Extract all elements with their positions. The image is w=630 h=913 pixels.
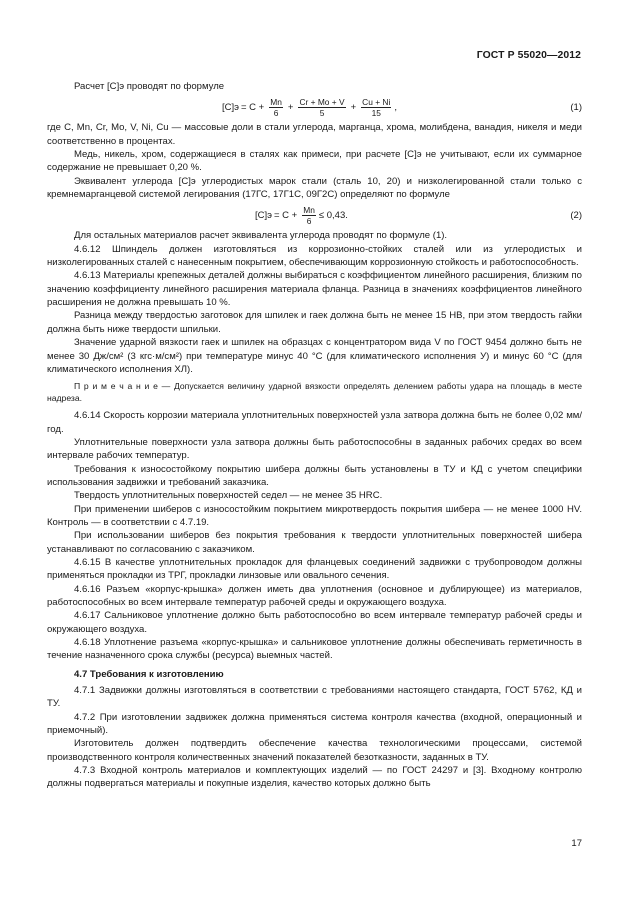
fraction: $\frac{Cr + Mo + V}{5}$ xyxy=(299,97,345,119)
paragraph: Изготовитель должен подтвердить обеспечение качества технологическими процессами, системой производственного контроля количественных значений показателей безотказности, заданных в ТУ. xyxy=(47,738,582,763)
paragraph: Эквивалент углерода [С]э углеродистых марок стали (сталь 10, 20) и низколегированной стали только с кремнемарганцевой системой легирования (17ГС, 17Г1С, 09Г2С) определяют по формуле xyxy=(47,175,582,201)
note xyxy=(47,380,582,404)
formula-op: = С + xyxy=(241,102,265,114)
paragraph: Значение ударной вязкости гаек и шпилек на образцах с концентратором вида V по ГОСТ 9454 должно быть не менее 30 Дж/см² (3 кгс·м/см²) при температуре минус 40 °С (для климатического исполнения У) и минус 60 °С (для климатического исполнения ХЛ). xyxy=(47,337,582,375)
paragraph: Уплотнительные поверхности узла затвора должны быть работоспособны в заданных рабочих средах во всем интервале рабочих температур. xyxy=(47,436,582,462)
paragraph: Расчет [С]э проводят по формуле xyxy=(74,81,225,92)
formula-lhs: [С]э xyxy=(255,210,272,222)
fraction: $\frac{Mn}{6}$ xyxy=(270,97,282,119)
page-number: 17 xyxy=(571,838,582,849)
paragraph: При применении шиберов с износостойким покрытием микротвердость покрытия шибера — не менее 1000 HV. Контроль — в соответствии с 4.7.19. xyxy=(47,503,582,528)
fraction: $\frac{Mn}{6}$ xyxy=(303,205,315,227)
standard-header: ГОСТ Р 55020—2012 xyxy=(476,50,581,61)
paragraph: 4.6.12 Шпиндель должен изготовляться из коррозионно-стойких сталей или из углеродистых и низколегированных сталей с нанесенным покрытием, обеспечивающим коррозионную стойкость и работоспособность. xyxy=(47,243,582,269)
note-text: — Допускается величину ударной вязкости определять делением работы удара на площадь в месте надреза. xyxy=(47,381,583,404)
formula-1: [С]э = С + $\frac{Mn}{6}$ + $\frac{Cr + Mo + V}{5}$ + $\frac{Cu + Ni}{15}$ , (1) xyxy=(222,97,582,119)
paragraph: 4.6.15 В качестве уплотнительных прокладок для фланцевых соединений задвижки с трубопроводом должны применяться прокладки из ТРГ, прокладки линзовые или овального сечения. xyxy=(47,556,582,582)
formula-op: = С + xyxy=(274,210,298,222)
formula-tail: , xyxy=(394,102,397,114)
paragraph: Требования к износостойкому покрытию шибера должны быть установлены в ТУ и КД с учетом специфики использования задвижки и требований заказчика. xyxy=(47,463,582,488)
section-heading: 4.7 Требования к изготовлению xyxy=(74,668,224,680)
formula-number: (1) xyxy=(570,102,582,114)
page-content xyxy=(47,80,582,791)
paragraph: 4.6.17 Сальниковое уплотнение должно быть работоспособно во всем интервале температур рабочей среды и окружающего воздуха. xyxy=(47,610,582,635)
formula-number: (2) xyxy=(570,210,582,222)
paragraph: Медь, никель, хром, содержащиеся в сталях как примеси, при расчете [С]э не учитывают, если их суммарное содержание не превышает 0,20 %. xyxy=(47,149,582,174)
note-label: П р и м е ч а н и е xyxy=(74,381,158,392)
paragraph: 4.6.16 Разъем «корпус-крышка» должен иметь два уплотнения (основное и дублирующее) из материалов, работоспособных во всем интервале температур рабочей среды и окружающего воздуха. xyxy=(47,583,582,608)
formula-lhs: [С]э xyxy=(222,102,239,114)
fraction: $\frac{Cu + Ni}{15}$ xyxy=(362,97,391,119)
paragraph: Разница между твердостью заготовок для шпилек и гаек должна быть не менее 15 НВ, при этом твердость гайки должна быть ниже твердости шпильки. xyxy=(47,310,582,335)
paragraph: 4.7.2 При изготовлении задвижек должна применяться система контроля качества (входной, операционный и приемочный). xyxy=(47,711,582,737)
paragraph: 4.7.1 Задвижки должны изготовляться в соответствии с требованиями настоящего стандарта, ГОСТ 5762, КД и ТУ. xyxy=(47,685,582,710)
paragraph: 4.6.13 Материалы крепежных деталей должны выбираться с коэффициентом линейного расширения, близким по значению коэффициенту линейного расширения материала фланца. Разница в значениях коэффициентов линейного расширения не должна превышать 10 %. xyxy=(47,270,582,309)
paragraph: 4.6.14 Скорость коррозии материала уплотнительных поверхностей узла затвора должна быть не более 0,02 мм/год. xyxy=(47,410,582,435)
paragraph: Для остальных материалов расчет эквивалента углерода проводят по формуле (1). xyxy=(74,230,448,242)
paragraph: При использовании шиберов без покрытия требования к твердости уплотнительных поверхностей шибера устанавливают по согласованию с заказчиком. xyxy=(47,530,582,555)
formula-tail: ≤ 0,43. xyxy=(318,210,348,222)
formula-2 xyxy=(47,203,582,229)
paragraph: где С, Mn, Cr, Mo, V, Ni, Cu — массовые доли в стали углерода, марганца, хрома, молибдена, ванадия, никеля и меди соответственно в процентах. xyxy=(47,122,582,147)
paragraph: Твердость уплотнительных поверхностей седел — не менее 35 HRC. xyxy=(74,490,383,502)
paragraph: 4.6.18 Уплотнение разъема «корпус-крышка» и сальниковое уплотнение должны обеспечивать герметичность в течение назначенного срока службы (ресурса) выемных частей. xyxy=(47,637,582,662)
paragraph: 4.7.3 Входной контроль материалов и комплектующих изделий — по ГОСТ 24297 и [3]. Входному контролю должны подвергаться материалы и покупные изделия, качество которых должно быть xyxy=(47,765,582,790)
